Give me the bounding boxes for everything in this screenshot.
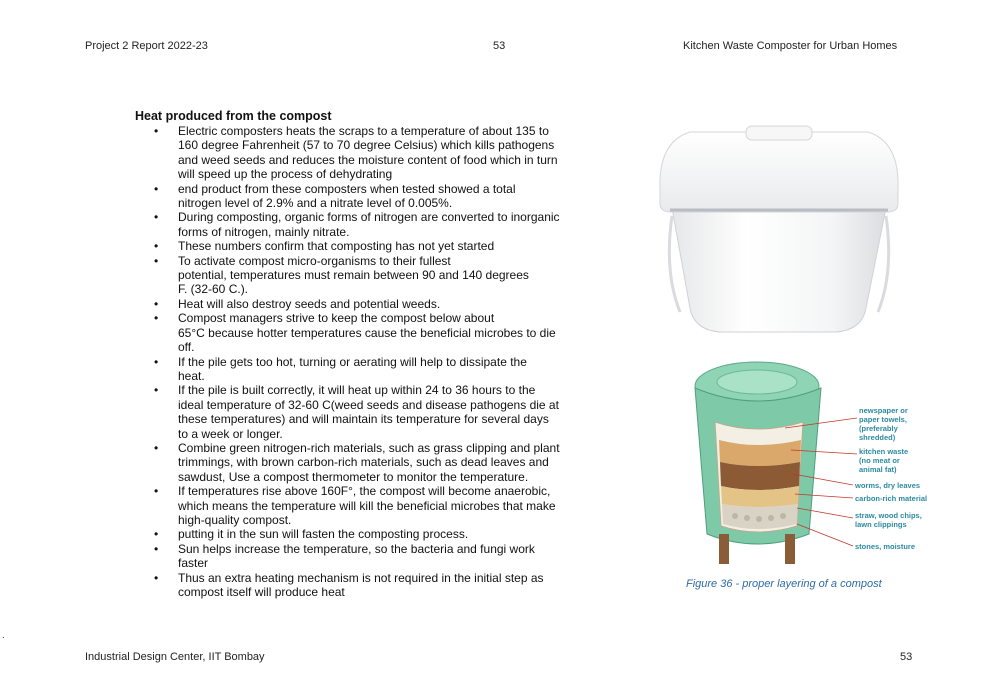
bullet-item xyxy=(154,527,574,541)
bullet-dot: • xyxy=(154,527,159,542)
bullet-item xyxy=(154,239,574,253)
section-title: Heat produced from the compost xyxy=(135,109,332,123)
bullet-line: 160 degree Fahrenheit (57 to 70 degree Celsius) which kills pathogens xyxy=(178,138,555,153)
bullet-line: If temperatures rise above 160F°, the compost will become anaerobic, xyxy=(178,484,551,499)
header-page-number: 53 xyxy=(493,40,506,52)
bullet-dot: • xyxy=(154,253,159,268)
bullet-line: trimmings, with brown carbon-rich materials, such as dead leaves and xyxy=(178,455,549,470)
bullet-list xyxy=(154,124,574,599)
bullet-line: If the pile is built correctly, it will heat up within 24 to 36 hours to the xyxy=(178,383,536,398)
bullet-line: 65°C because hotter temperatures cause the beneficial microbes to die xyxy=(178,325,556,340)
bullet-line: compost itself will produce heat xyxy=(178,585,345,599)
label-straw: straw, wood chips, xyxy=(855,511,922,520)
header-right: Kitchen Waste Composter for Urban Homes xyxy=(683,40,898,52)
compost-layer-diagram xyxy=(685,358,935,576)
bullet-line: potential, temperatures must remain between 90 and 140 degrees xyxy=(178,268,529,283)
bullet-line: Combine green nitrogen-rich materials, such as grass clipping and plant xyxy=(178,440,560,455)
bullet-line: faster xyxy=(178,556,209,571)
bullet-dot: • xyxy=(154,570,159,585)
label-stones: stones, moisture xyxy=(855,542,916,551)
figure-caption: Figure 36 - proper layering of a compost xyxy=(686,578,882,590)
bullet-line: Compost managers strive to keep the compost below about xyxy=(178,311,495,326)
bullet-line: Heat will also destroy seeds and potential weeds. xyxy=(178,296,441,311)
bullet-item xyxy=(154,441,574,484)
bullet-line: F. (32-60 C.). xyxy=(178,282,249,297)
bullet-dot: • xyxy=(154,484,159,499)
footer-page-number: 53 xyxy=(900,651,913,663)
bullet-line: these temperatures) and will maintain its temperature for several days xyxy=(178,412,549,427)
bullet-item xyxy=(154,355,574,384)
label-carbon-rich: carbon-rich material xyxy=(855,494,928,503)
bullet-dot: • xyxy=(154,440,159,455)
bullet-line: will speed up the process of dehydrating xyxy=(178,167,393,182)
bullet-item xyxy=(154,254,574,297)
bullet-line: If the pile gets too hot, turning or aerating will help to dissipate the xyxy=(178,354,527,369)
bullet-item xyxy=(154,542,574,571)
label-worms: worms, dry leaves xyxy=(855,481,921,490)
bullet-line: sawdust, Use a compost thermometer to monitor the temperature. xyxy=(178,469,529,484)
bullet-line: During composting, organic forms of nitrogen are converted to inorganic xyxy=(178,210,560,225)
bullet-dot: • xyxy=(154,354,159,369)
footer-left: Industrial Design Center, IIT Bombay xyxy=(85,651,265,663)
bullet-item xyxy=(154,210,574,239)
label-shredded: shredded) xyxy=(859,433,896,442)
bullet-dot: • xyxy=(154,124,159,138)
label-paper-towels: paper towels, xyxy=(859,415,907,424)
bullet-line: putting it in the sun will fasten the composting process. xyxy=(178,527,469,542)
bullet-item xyxy=(154,124,574,182)
label-animal-fat: animal fat) xyxy=(859,465,897,474)
label-lawn-clippings: lawn clippings xyxy=(855,520,907,529)
bullet-line: Electric composters heats the scraps to a temperature of about 135 to xyxy=(178,124,549,138)
bullet-dot: • xyxy=(154,296,159,311)
bullet-line: end product from these composters when tested showed a total xyxy=(178,181,516,196)
bullet-item xyxy=(154,383,574,441)
bullet-line: high-quality compost. xyxy=(178,512,292,527)
bullet-line: Sun helps increase the temperature, so the bacteria and fungi work xyxy=(178,541,535,556)
bullet-dot: • xyxy=(154,210,159,225)
bullet-line: heat. xyxy=(178,368,205,383)
bullet-line: Thus an extra heating mechanism is not required in the initial step as xyxy=(178,570,544,585)
bullet-item xyxy=(154,484,574,527)
bullet-dot: • xyxy=(154,239,159,254)
bullet-item xyxy=(154,182,574,211)
header-left: Project 2 Report 2022-23 xyxy=(85,40,208,52)
bullet-line: These numbers confirm that composting has not yet started xyxy=(178,239,495,254)
compost-bin-image xyxy=(650,112,910,342)
bullet-line: forms of nitrogen, mainly nitrate. xyxy=(178,224,350,239)
bullet-dot: • xyxy=(154,311,159,326)
label-preferably: (preferably xyxy=(859,424,898,433)
label-no-meat: (no meat or xyxy=(859,456,900,465)
bullet-dot: • xyxy=(154,181,159,196)
label-kitchen-waste: kitchen waste xyxy=(859,447,909,456)
bullet-dot: • xyxy=(154,541,159,556)
bullet-dot: • xyxy=(154,383,159,398)
bullet-line: nitrogen level of 2.9% and a nitrate level of 0.005%. xyxy=(178,196,453,211)
bullet-line: To activate compost micro-organisms to their fullest xyxy=(178,253,451,268)
bullet-line: to a week or longer. xyxy=(178,426,283,441)
bullet-line: off. xyxy=(178,340,195,355)
margin-mark: . xyxy=(2,630,5,641)
bullet-item xyxy=(154,311,574,354)
bullet-item xyxy=(154,297,574,311)
bullet-line: and weed seeds and reduces the moisture content of food which in turn xyxy=(178,152,558,167)
bullet-line: which means the temperature will kill the beneficial microbes that make xyxy=(178,498,556,513)
label-newspaper: newspaper or xyxy=(859,406,908,415)
bullet-line: ideal temperature of 32-60 C(weed seeds and disease pathogens die at xyxy=(178,397,559,412)
bullet-item xyxy=(154,571,574,600)
